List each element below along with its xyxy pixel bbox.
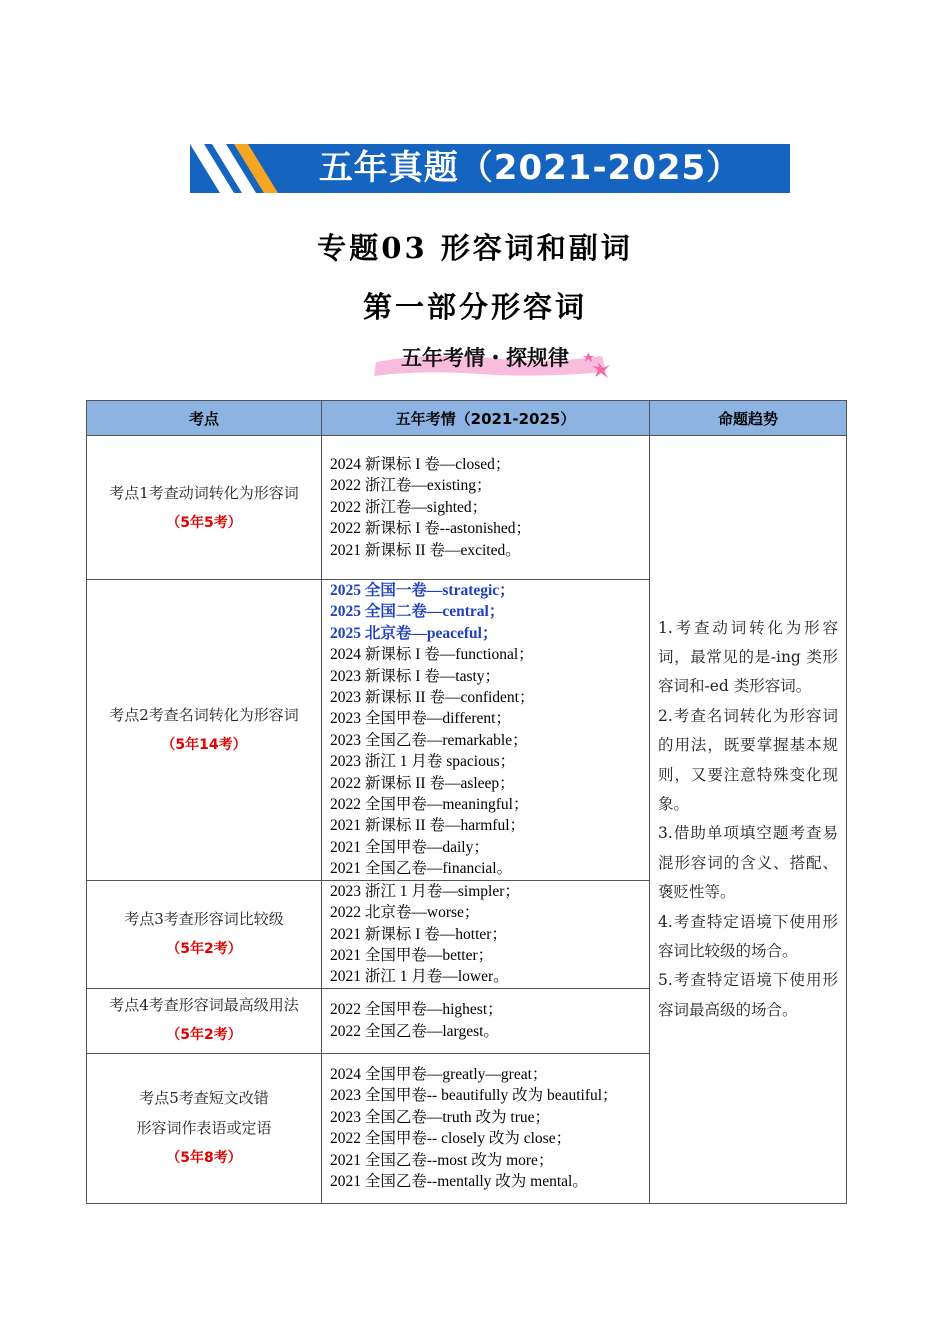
list-item: 2023 新课标 I 卷—tasty；	[330, 667, 501, 685]
list-item: 2022 全国甲卷—meaningful；	[330, 796, 529, 814]
trend-item: 5.考查特定语境下使用形容词最高级的场合。	[658, 971, 838, 1019]
trend-item: 3.借助单项填空题考查易混形容词的含义、搭配、褒贬性等。	[658, 824, 838, 902]
list-item: 2021 全国乙卷--mentally 改为 mental。	[330, 1173, 588, 1191]
list-item: 2022 新课标 II 卷—asleep；	[330, 774, 515, 792]
list-item-highlight: 2025 北京卷—peaceful；	[330, 624, 498, 642]
point-cell	[87, 880, 322, 988]
header-years: 五年考情（2021-2025）	[322, 401, 650, 436]
trend-cell	[650, 436, 847, 1204]
point-cell	[87, 436, 322, 580]
point-count: （5年2考）	[166, 1026, 242, 1043]
list-item: 2023 浙江 1 月卷—simpler；	[330, 882, 520, 900]
page-subtitle: 第一部分形容词	[362, 290, 587, 324]
years-cell	[322, 436, 650, 580]
list-item: 2023 浙江 1 月卷 spacious；	[330, 753, 516, 771]
point-cell	[87, 580, 322, 881]
list-item: 2021 新课标 II 卷—excited。	[330, 541, 521, 559]
years-cell	[322, 580, 650, 881]
list-item: 2021 新课标 II 卷—harmful；	[330, 817, 526, 835]
exam-summary-table	[86, 400, 847, 1204]
top-banner	[190, 144, 790, 193]
list-item: 2022 全国乙卷—largest。	[330, 1022, 499, 1040]
list-item: 2024 全国甲卷—greatly—great；	[330, 1066, 548, 1083]
header-trend: 命题趋势	[650, 401, 847, 436]
banner-title: 五年真题（2021-2025）	[318, 148, 742, 188]
list-item: 2023 全国乙卷—remarkable；	[330, 731, 528, 749]
years-cell	[322, 988, 650, 1053]
header-point: 考点	[87, 401, 322, 436]
section-badge-text: 五年考情・探规律	[401, 346, 569, 370]
years-cell	[322, 880, 650, 988]
list-item: 2022 全国甲卷—highest；	[330, 1001, 503, 1019]
point-label: 考点1考查动词转化为形容词	[109, 483, 299, 502]
list-item: 2022 全国甲卷-- closely 改为 close；	[330, 1130, 572, 1148]
point-count: （5年5考）	[166, 514, 242, 531]
trend-item: 1.考查动词转化为形容词，最常见的是-ing 类形容词和-ed 类形容词。	[658, 618, 838, 696]
point-label: 考点3考查形容词比较级	[124, 910, 284, 929]
list-item: 2023 全国乙卷—truth 改为 true；	[330, 1108, 550, 1126]
list-item: 2023 全国甲卷-- beautifully 改为 beautiful；	[330, 1087, 618, 1105]
list-item: 2022 新课标 I 卷--astonished；	[330, 520, 532, 538]
list-item: 2021 全国乙卷--most 改为 more；	[330, 1151, 554, 1169]
point-cell	[87, 988, 322, 1053]
list-item: 2021 全国甲卷—better；	[330, 946, 494, 964]
point-label: 考点2考查名词转化为形容词	[109, 705, 299, 724]
list-item: 2023 全国甲卷—different；	[330, 710, 511, 728]
list-item: 2022 浙江卷—sighted；	[330, 498, 488, 516]
list-item: 2022 浙江卷—existing；	[330, 477, 492, 495]
list-item: 2021 全国甲卷—daily；	[330, 838, 489, 856]
trend-item: 4.考查特定语境下使用形容词比较级的场合。	[658, 912, 838, 960]
trend-item: 2.考查名词转化为形容词的用法，既要掌握基本规则，又要注意特殊变化现象。	[658, 706, 838, 813]
point-count: （5年8考）	[166, 1150, 242, 1167]
point-label: 考点4考查形容词最高级用法	[109, 995, 299, 1014]
list-item: 2024 新课标 I 卷—closed；	[330, 455, 511, 473]
table-header-row	[87, 401, 847, 436]
list-item: 2021 浙江 1 月卷—lower。	[330, 968, 509, 986]
page-title: 专题03 形容词和副词	[317, 231, 633, 265]
section-badge	[370, 338, 620, 384]
point-label-line2: 形容词作表语或定语	[136, 1119, 272, 1138]
list-item: 2024 新课标 I 卷—functional；	[330, 646, 534, 664]
years-cell	[322, 1053, 650, 1203]
list-item: 2021 全国乙卷—financial。	[330, 860, 513, 878]
list-item: 2023 新课标 II 卷—confident；	[330, 689, 535, 707]
list-item: 2022 北京卷—worse；	[330, 904, 480, 922]
point-cell	[87, 1053, 322, 1203]
list-item-highlight: 2025 全国一卷—strategic；	[330, 582, 515, 599]
list-item: 2021 新课标 I 卷—hotter；	[330, 925, 507, 943]
point-count: （5年14考）	[161, 736, 247, 753]
list-item-highlight: 2025 全国二卷—central；	[330, 603, 505, 621]
table-row	[87, 436, 847, 580]
point-count: （5年2考）	[166, 941, 242, 958]
point-label: 考点5考查短文改错	[139, 1089, 269, 1108]
